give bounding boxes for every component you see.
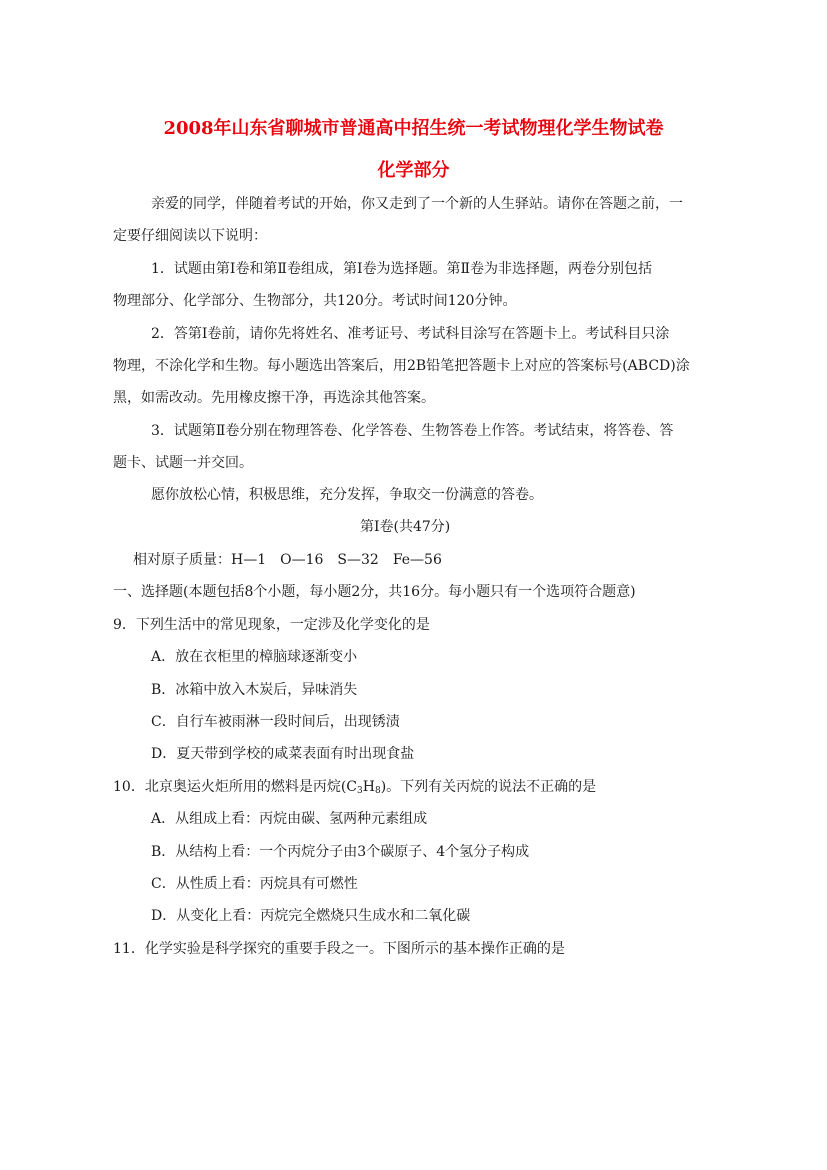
instruction-2-cont: 黑，如需改动。先用橡皮擦干净，再选涂其他答案。 [113, 390, 435, 406]
atomic-mass-line: 相对原子质量：H—1 O—16 S—32 Fe—56 [133, 552, 442, 568]
question-10-option-b: B．从结构上看：一个丙烷分子由3个碳原子、4个氢分子构成 [151, 844, 530, 860]
document-title: 2008年山东省聊城市普通高中招生统一考试物理化学生物试卷 [163, 118, 664, 139]
formula-element: H [362, 779, 375, 795]
question-9-option-b: B．冰箱中放入木炭后，异味消失 [151, 682, 358, 698]
question-10-option-a: A．从组成上看：丙烷由碳、氢两种元素组成 [151, 811, 428, 827]
question-10-stem [113, 778, 596, 800]
instruction-3-cont: 题卡、试题一并交回。 [113, 455, 253, 471]
section-heading: 第Ⅰ卷(共47分) [360, 519, 451, 535]
question-9-stem: 9．下列生活中的常见现象，一定涉及化学变化的是 [113, 617, 430, 633]
question-9-option-c: C．自行车被雨淋一段时间后，出现锈渍 [151, 714, 400, 730]
question-9-option-d: D．夏天带到学校的咸菜表面有时出现食盐 [151, 746, 415, 762]
intro-line: 定要仔细阅读以下说明： [113, 228, 267, 244]
question-10-option-d: D．从变化上看：丙烷完全燃烧只生成水和二氧化碳 [151, 908, 471, 924]
part-heading: 一、选择题(本题包括8个小题，每小题2分，共16分。每小题只有一个选项符合题意) [113, 584, 636, 600]
formula-subscript: 3 [357, 786, 363, 796]
wish-text: 愿你放松心情，积极思维，充分发挥，争取交一份满意的答卷。 [151, 487, 543, 503]
intro-line: 亲爱的同学，伴随着考试的开始，你又走到了一个新的人生驿站。请你在答题之前，一 [151, 196, 683, 212]
question-10-option-c: C．从性质上看：丙烷具有可燃性 [151, 876, 358, 892]
instruction-1: 1．试题由第Ⅰ卷和第Ⅱ卷组成，第Ⅰ卷为选择题。第Ⅱ卷为非选择题，两卷分别包括 [151, 261, 652, 277]
document-subtitle: 化学部分 [377, 160, 450, 181]
question-11-stem: 11．化学实验是科学探究的重要手段之一。下图所示的基本操作正确的是 [113, 941, 565, 957]
instruction-2-cont: 物理，不涂化学和生物。每小题选出答案后，用2B铅笔把答题卡上对应的答案标号(ABCD)涂 [113, 358, 690, 374]
question-10-stem-text: 10．北京奥运火炬所用的燃料是丙烷(C [113, 779, 357, 795]
formula-subscript: 8 [374, 786, 381, 796]
instruction-1-cont: 物理部分、化学部分、生物部分，共120分。考试时间120分钟。 [113, 293, 517, 309]
instruction-2: 2．答第Ⅰ卷前，请你先将姓名、准考证号、考试科目涂写在答题卡上。考试科目只涂 [151, 326, 670, 342]
instruction-3: 3．试题第Ⅱ卷分别在物理答卷、化学答卷、生物答卷上作答。考试结束，将答卷、答 [151, 423, 674, 439]
question-9-option-a: A．放在衣柜里的樟脑球逐渐变小 [151, 649, 358, 665]
question-10-stem-text: )。下列有关丙烷的说法不正确的是 [380, 779, 597, 795]
